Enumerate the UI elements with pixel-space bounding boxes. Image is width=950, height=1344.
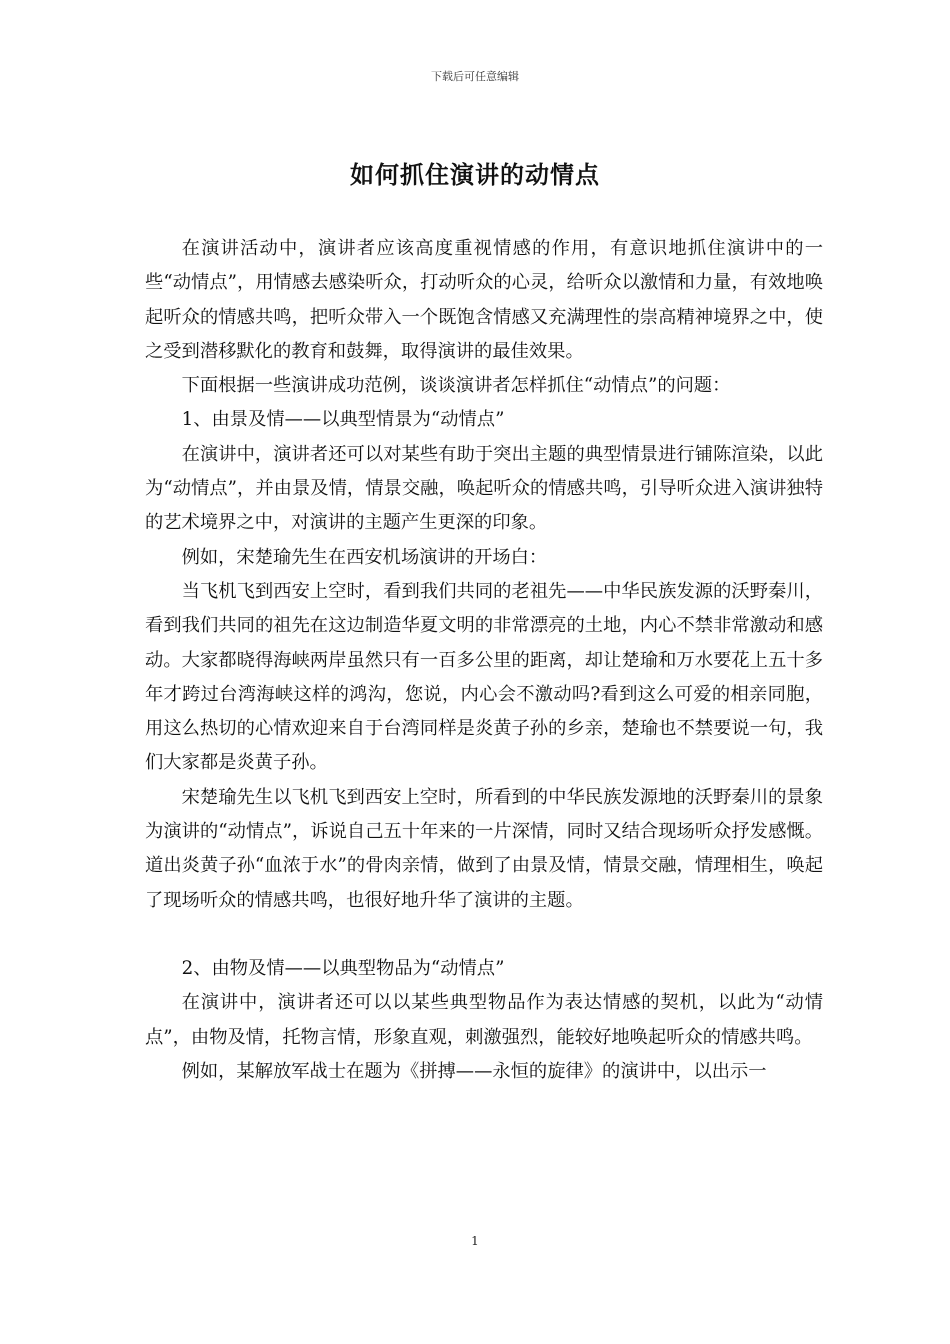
header-note: 下载后可任意编辑: [431, 70, 519, 83]
document-title: 如何抓住演讲的动情点: [350, 161, 600, 189]
paragraph-quote: 当飞机飞到西安上空时，看到我们共同的老祖先——中华民族发源的沃野秦川，看到我们共同的祖先在这边制造华夏文明的非常漂亮的土地，内心不禁非常激动和感动。大家都晓得海峡两岸虽然只有一百多公里的距离，却让楚瑜和万水要花上五十多年才跨过台湾海峡这样的鸿沟，您说，内心会不激动吗?看到这么可爱的相亲同胞，用这么热切的心情欢迎来自于台湾同样是炎黄子孙的乡亲，楚瑜也不禁要说一句，我们大家都是炎黄子孙。: [145, 580, 823, 774]
paragraph-example-2: 例如，某解放军战士在题为《拼搏——永恒的旋律》的演讲中，以出示一: [181, 1060, 767, 1082]
document-body: [145, 232, 823, 1089]
page-number: 1: [471, 1234, 479, 1248]
paragraph-analysis: 宋楚瑜先生以飞机飞到西安上空时，所看到的中华民族发源地的沃野秦川的景象为演讲的“动情点”，诉说自己五十年来的一片深情，同时又结合现场听众抒发感慨。道出炎黄子孙“血浓于水”的骨肉亲情，做到了由景及情，情景交融，情理相生，唤起了现场听众的情感共鸣，也很好地升华了演讲的主题。: [145, 786, 823, 911]
section-heading-2: 2、由物及情——以典型物品为“动情点”: [181, 957, 505, 979]
paragraph-example-intro: 例如，宋楚瑜先生在西安机场演讲的开场白：: [181, 546, 548, 568]
paragraph-section-1: 在演讲中，演讲者还可以对某些有助于突出主题的典型情景进行铺陈渲染，以此为“动情点”，并由景及情，情景交融，唤起听众的情感共鸣，引导听众进入演讲独特的艺术境界之中，对演讲的主题产生更深的印象。: [145, 443, 823, 534]
paragraph-intro: 在演讲活动中，演讲者应该高度重视情感的作用，有意识地抓住演讲中的一些“动情点”，用情感去感染听众，打动听众的心灵，给听众以激情和力量，有效地唤起听众的情感共鸣，把听众带入一个既饱含情感又充满理性的崇高精神境界之中，使之受到潜移默化的教育和鼓舞，取得演讲的最佳效果。: [145, 238, 823, 362]
paragraph-lead-in: 下面根据一些演讲成功范例，谈谈演讲者怎样抓住“动情点”的问题：: [181, 375, 731, 397]
paragraph-section-2: 在演讲中，演讲者还可以以某些典型物品作为表达情感的契机，以此为“动情点”，由物及情，托物言情，形象直观，刺激强烈，能较好地唤起听众的情感共鸣。: [145, 992, 823, 1048]
section-heading-1: 1、由景及情——以典型情景为“动情点”: [181, 409, 505, 431]
